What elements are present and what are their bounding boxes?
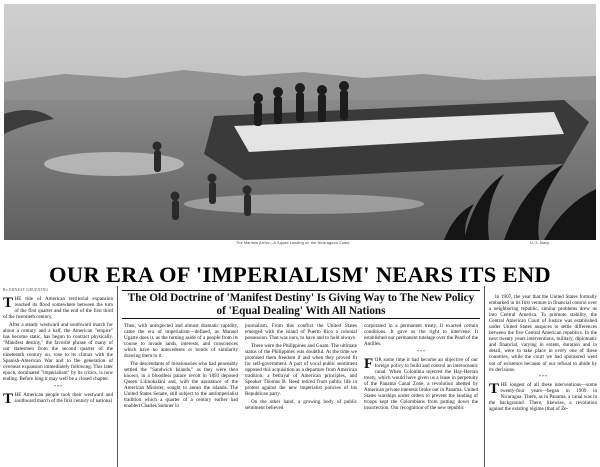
paragraph [489, 382, 597, 412]
column-divider [117, 286, 118, 467]
article-column-1 [3, 287, 113, 405]
article-column-4 [364, 323, 478, 413]
paragraph: journalism. From this conflict the United States emerged with the island of Puerto Rico a colonial possession. That was ours, to have and to hold always. [245, 323, 357, 342]
paragraph: The descendants of missionaries who had peaceably settled the "Sandwich Islands," as they were then known, in a bloodless palace revolt in 1893 deposed Queen Liliuokalani and, with the assistance of the American Minister, sought to annex the islands. The United States Senate, still subject to the antiimperialist tradition which a quarter of a century earlier had enabled Charles Sumner to [124, 360, 238, 410]
drop-cap: T [3, 295, 14, 312]
deck-bottom-rule [122, 318, 480, 319]
drop-cap: T [3, 390, 14, 407]
marines-landing-photo [4, 4, 596, 240]
section-break: * * * [539, 374, 547, 380]
article-column-5 [489, 294, 597, 414]
section-break: * * * [54, 383, 62, 389]
photo-caption: The Marines Arrive—A Squad Landing on the Nicaraguan Coast. [236, 241, 351, 245]
drop-cap: F [364, 355, 374, 372]
paragraph [364, 357, 478, 411]
paragraph: There were the Philippines and Guam. The ultimate status of the Philippines was doubtful. At the time we promised them freedom if and when they proved fit for self-government. A part of vocal public sentiment opposed this acquisition as a departure from American tradition, a betrayal of American principles, and Speaker Thomas B. Reed retired from public life in protest against the new imperialist policies of his Republican party. [245, 342, 357, 398]
paragraph: After a steady westward and southward march for about a century and a half, the American "empire" has become static, has begun to contract physically. "Manifest destiny," the favorite phrase of many of our statesmen from the second quarter of the nineteenth century on, rose to its climax with the Spanish-American War and to the generation of overseas expansion immediately following. This later epoch, dominated "imperialism" by its critics, is now ending. Before long it may well be a closed chapter. [3, 321, 113, 383]
paragraph: On the other hand, a growing body of public sentiment believed [245, 398, 357, 411]
article-column-3 [245, 323, 357, 412]
paragraph-text: HE tide of American territorial expansion reached its flood somewhere between the turn of the first quarter and the end of the first third of the twentieth century. [3, 296, 113, 321]
paragraph-text: HE American people took their westward and southward march of the first century of national [14, 391, 113, 404]
headline: OUR ERA OF 'IMPERIALISM' NEARS ITS END [49, 262, 551, 287]
section-break: * * * [417, 348, 425, 354]
article-column-2 [124, 323, 238, 411]
paragraph: corporated in a permanent treaty. It exacted certain conditions. It gave us the right to intervene. It established our permanent tutelage over the Pearl of the Antilles. [364, 323, 478, 348]
paragraph [3, 296, 113, 320]
photo-credit: U. S. Navy. [530, 241, 551, 245]
paragraph-text: HE longest of all these interventions—some twenty-four years—began in 1909 in Nicaragua. There, as in Panama, a canal was in the background. There, likewise, a revolution against the existing régime (that of Ze- [489, 382, 597, 413]
photo-illustration [4, 4, 596, 240]
drop-cap: T [489, 381, 500, 398]
deck-top-rule [122, 290, 480, 291]
column-divider [484, 286, 485, 467]
subheadline-deck: The Old Doctrine of 'Manifest Destiny' Is Giving Way to The New Policy of 'Equal Dealing' With All Nations [127, 292, 475, 317]
paragraph: Then, with unexpected and almost dramatic rapidity, came the era of imperialism—defined, as Manuel Ugarte does it, as the turning aside of a people from its course to invade lands, interests, and consciences which have no antecedents or bonds of similarity drawing them to it. [124, 323, 238, 360]
byline: By ERNEST GRUENING [3, 288, 49, 292]
paragraph [3, 390, 113, 407]
paragraph: In 1907, the year that the United States formally embarked in its first venture in financial control over a neighboring republic, similar problems drew us into Central America. To promote stability, the Central American Court of Justice was established under United States auspices to settle differences between the five Central American republics. In the next twenty years interventions, military, diplomatic and financial, varying in extent, duration and in detail, were to take place in every one of these countries, while the court we had sponsored went out of existence because of our refusal to abide by its decisions. [489, 294, 597, 373]
paragraph-text: OR some time it had become an objective of our foreign policy to build and control an interoceanic canal. When Colombia rejected the Hay-Herran treaty, which would have given us a lease in perpetuity of the Panama Canal Zone, a revolution abetted by American private interests broke out in Panama. United States warships under orders to prevent the landing of troops kept the Colombians from putting down the insurrection. Our recognition of the new republic [364, 356, 478, 412]
